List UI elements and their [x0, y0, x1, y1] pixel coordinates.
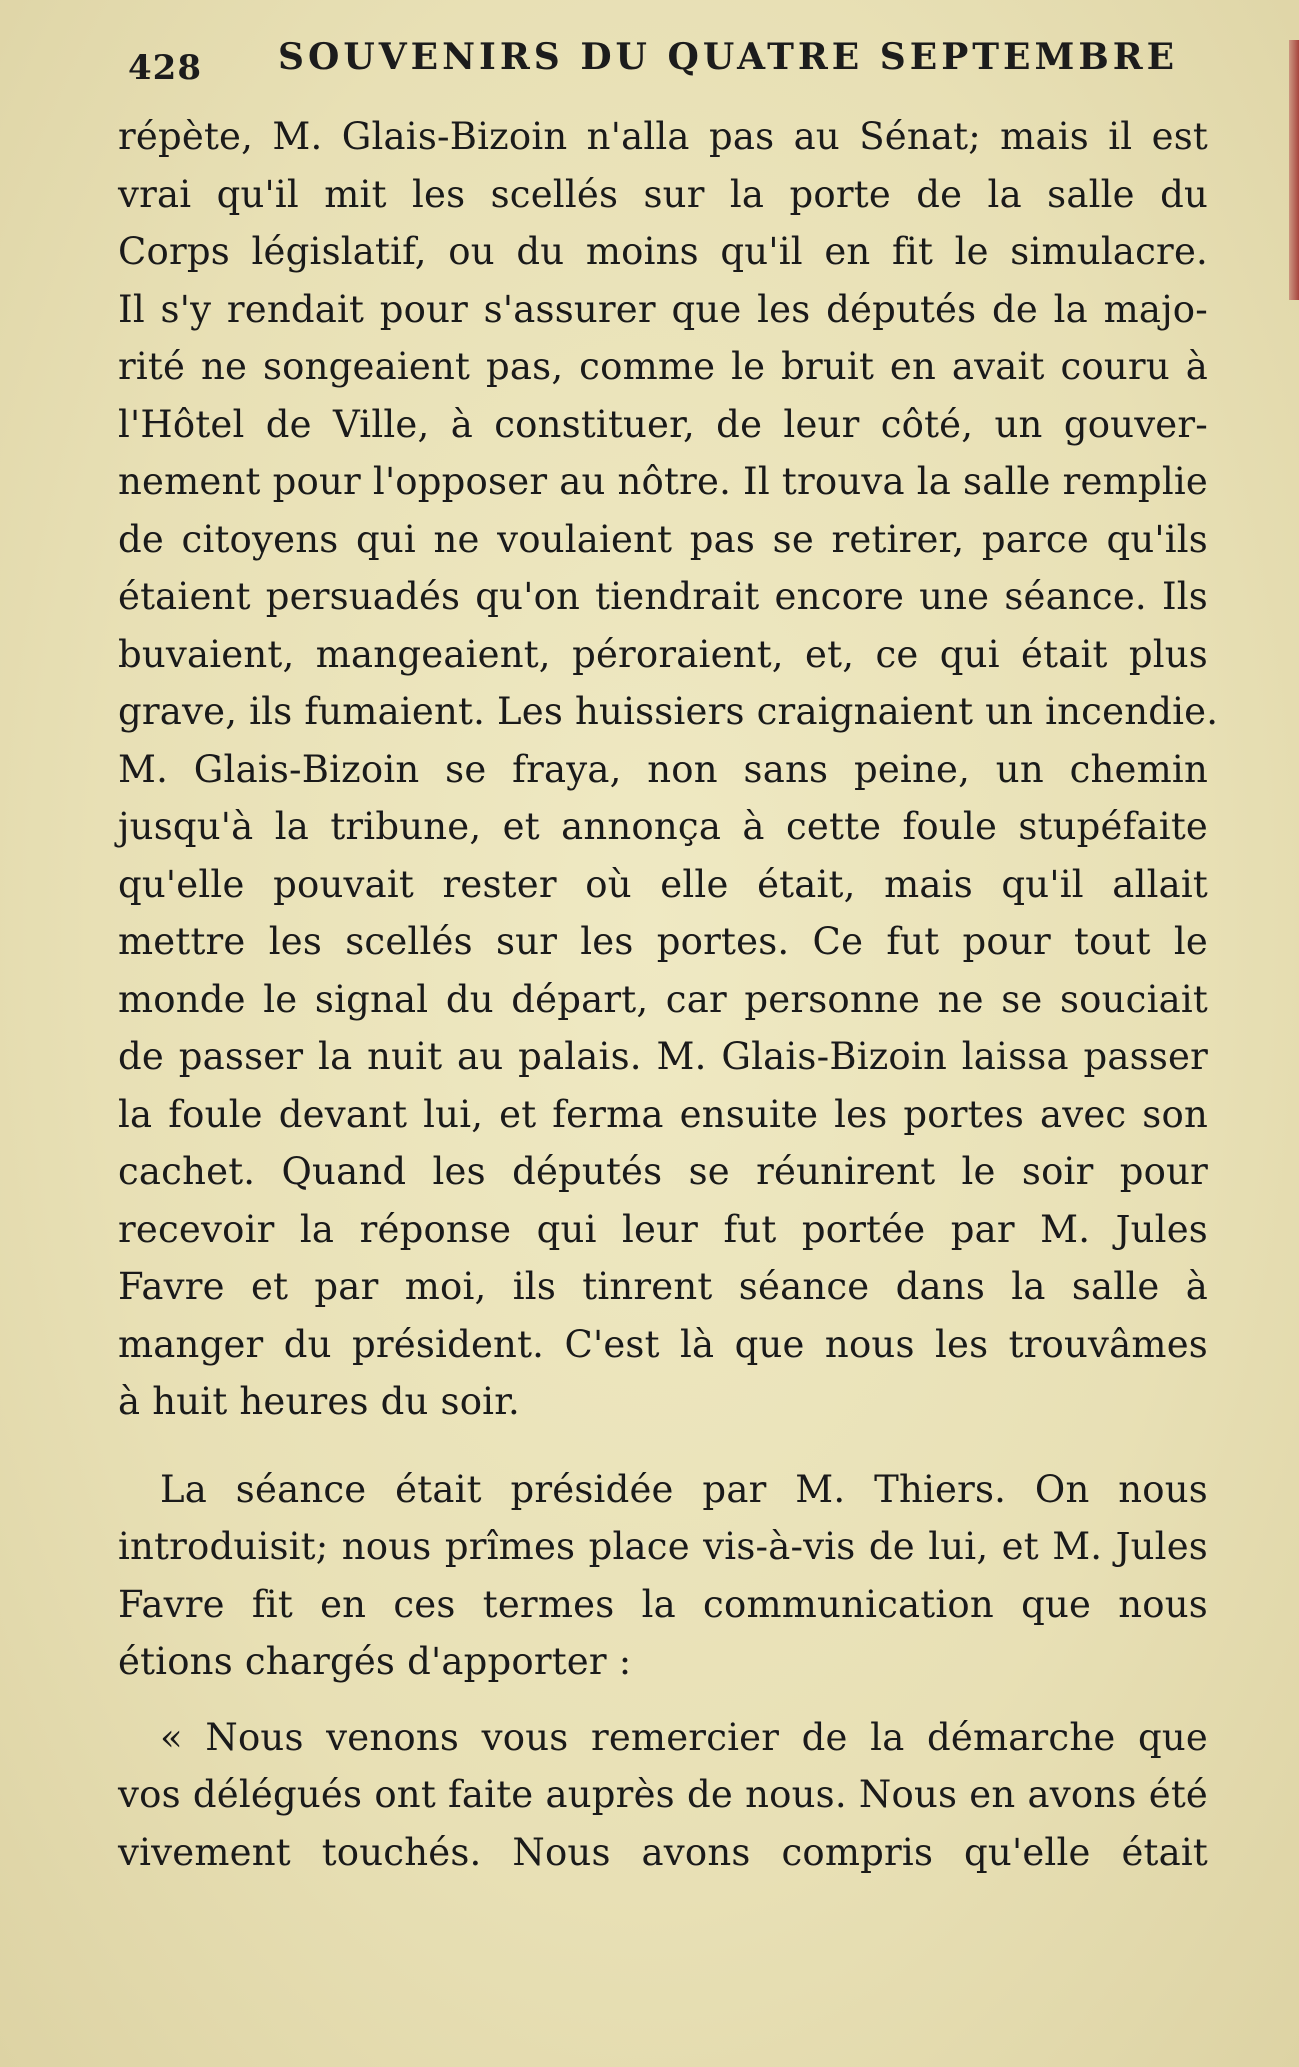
text-line: vivement touchés. Nous avons compris qu'elle était: [118, 1830, 1208, 1874]
text-line: qu'elle pouvait rester où elle était, mais qu'il allait: [118, 862, 1208, 906]
text-line: Corps législatif, ou du moins qu'il en fit le simulacre.: [118, 230, 1208, 273]
text-line: étaient persuadés qu'on tiendrait encore une séance. Ils: [118, 575, 1208, 618]
text-line: La séance était présidée par M. Thiers. On nous: [160, 1467, 1208, 1511]
text-line: vos délégués ont faite auprès de nous. Nous en avons été: [118, 1773, 1208, 1816]
text-line: Favre fit en ces termes la communication que nous: [118, 1582, 1208, 1626]
text-line: de citoyens qui ne voulaient pas se retirer, parce qu'ils: [118, 517, 1208, 561]
text-line: recevoir la réponse qui leur fut portée par M. Jules: [118, 1207, 1208, 1251]
text-line: monde le signal du départ, car personne ne se souciait: [118, 977, 1208, 1021]
text-line: jusqu'à la tribune, et annonça à cette foule stupéfaite: [118, 805, 1208, 848]
text-line: Favre et par moi, ils tinrent séance dans la salle à: [118, 1265, 1208, 1308]
text-line: manger du président. C'est là que nous les trouvâmes: [118, 1322, 1208, 1366]
text-line: M. Glais-Bizoin se fraya, non sans peine, un chemin: [118, 747, 1208, 791]
text-line: Il s'y rendait pour s'assurer que les députés de la majo-: [118, 287, 1208, 331]
text-line: à huit heures du soir.: [118, 1380, 520, 1423]
paragraph-3: [118, 1709, 1208, 1882]
text-line: « Nous venons vous remercier de la démarche que: [160, 1715, 1208, 1759]
paragraph-2: [118, 1461, 1208, 1691]
text-line: de passer la nuit au palais. M. Glais-Bizoin laissa passer: [118, 1035, 1208, 1078]
text-line: cachet. Quand les députés se réunirent le soir pour: [118, 1150, 1208, 1193]
text-line: étions chargés d'apporter :: [118, 1640, 632, 1683]
text-line: vrai qu'il mit les scellés sur la porte de la salle du: [118, 172, 1208, 216]
running-title: SOUVENIRS DU QUATRE SEPTEMBRE: [278, 36, 1179, 78]
text-line: la foule devant lui, et ferma ensuite les portes avec son: [118, 1092, 1208, 1136]
text-line: répète, M. Glais-Bizoin n'alla pas au Sénat; mais il est: [118, 115, 1208, 158]
paragraph-gap: [118, 1431, 1208, 1461]
text-line: l'Hôtel de Ville, à constituer, de leur côté, un gouver-: [118, 402, 1208, 446]
text-line: nement pour l'opposer au nôtre. Il trouva la salle remplie: [118, 460, 1208, 503]
paragraph-gap: [118, 1691, 1208, 1709]
paragraph-1: [118, 108, 1219, 1431]
text-line: buvaient, mangeaient, péroraient, et, ce qui était plus: [118, 632, 1208, 676]
text-line: introduisit; nous prîmes place vis-à-vis de lui, et M. Jules: [118, 1525, 1208, 1568]
page-number: 428: [128, 48, 202, 88]
body-text: [118, 108, 1219, 1881]
text-line: grave, ils fumaient. Les huissiers craignaient un incendie.: [118, 690, 1219, 733]
text-line: rité ne songeaient pas, comme le bruit en avait couru à: [118, 345, 1208, 388]
page-header: [128, 36, 1188, 96]
page-edge-mark: [1289, 40, 1299, 300]
text-line: mettre les scellés sur les portes. Ce fut pour tout le: [118, 920, 1208, 963]
